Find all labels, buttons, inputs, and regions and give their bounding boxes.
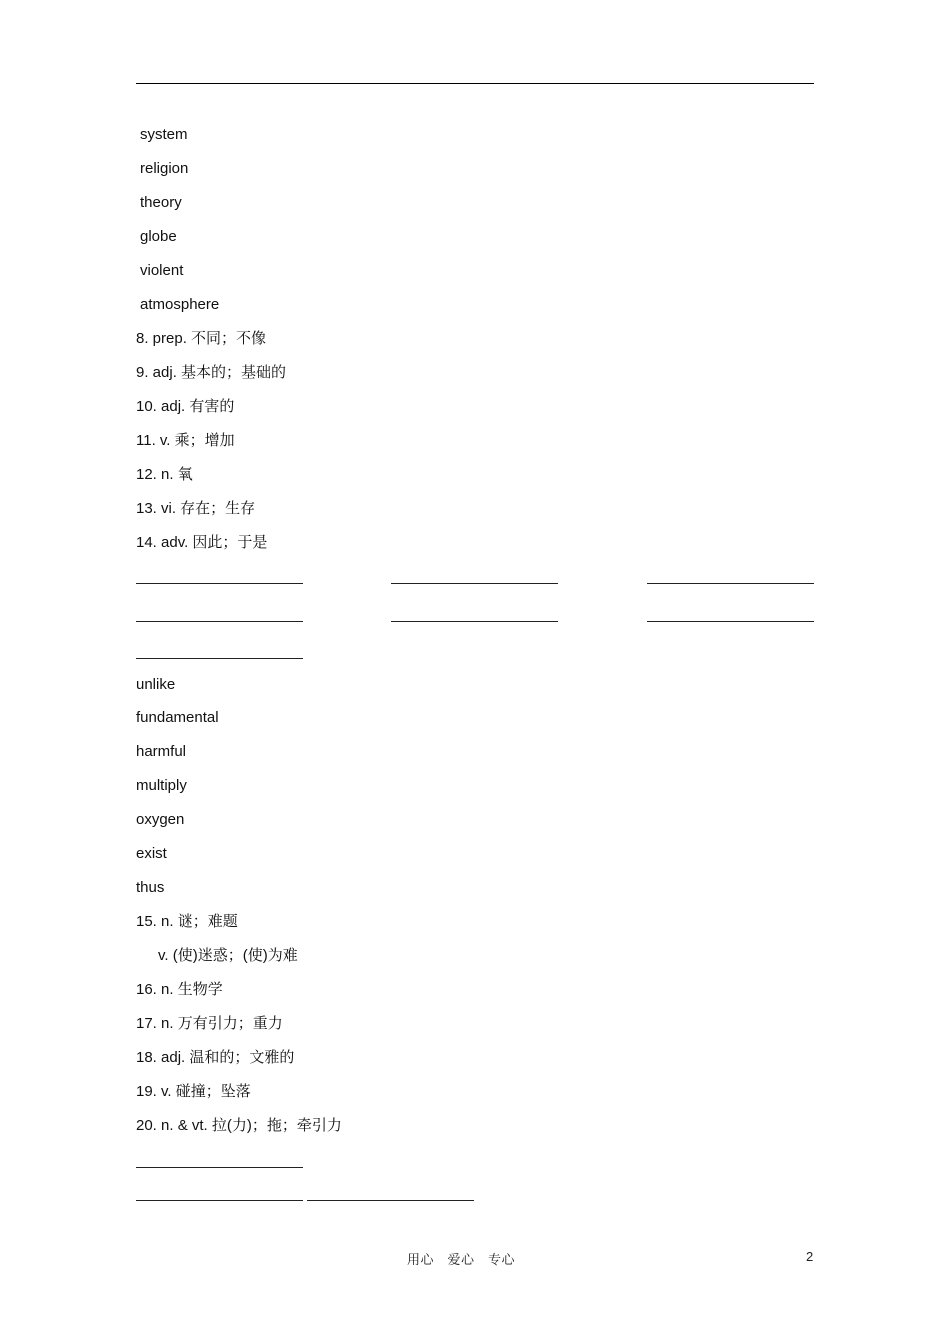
answer-blank[interactable] xyxy=(136,1200,303,1201)
answer-blank[interactable] xyxy=(136,621,303,622)
vocab-item: 16. n. 生物学 xyxy=(136,981,223,998)
vocab-item: 19. v. 碰撞；坠落 xyxy=(136,1083,251,1100)
answer-blank[interactable] xyxy=(391,583,558,584)
vocab-item: 17. n. 万有引力；重力 xyxy=(136,1015,283,1032)
footer-text: 用心 爱心 专心 xyxy=(406,1252,515,1267)
vocab-item-sub: v. (使)迷惑；(使)为难 xyxy=(158,947,298,964)
vocab-item: 14. adv. 因此；于是 xyxy=(136,534,268,551)
vocab-word: exist xyxy=(136,845,167,862)
vocab-word: religion xyxy=(140,160,189,177)
answer-blank[interactable] xyxy=(647,621,814,622)
vocab-item: 15. n. 谜；难题 xyxy=(136,913,238,930)
vocab-word: atmosphere xyxy=(140,296,220,313)
vocab-item: 8. prep. 不同；不像 xyxy=(136,330,267,347)
answer-blank[interactable] xyxy=(647,583,814,584)
answer-blank[interactable] xyxy=(307,1200,474,1201)
vocab-word: harmful xyxy=(136,743,187,760)
vocab-item: 9. adj. 基本的；基础的 xyxy=(136,364,287,381)
vocab-item: 11. v. 乘；增加 xyxy=(136,432,235,449)
page-number: 2 xyxy=(806,1249,814,1264)
vocab-item: 13. vi. 存在；生存 xyxy=(136,500,256,517)
answer-blank[interactable] xyxy=(391,621,558,622)
vocab-item: 10. adj. 有害的 xyxy=(136,398,235,415)
vocab-word: violent xyxy=(140,262,184,279)
answer-blank[interactable] xyxy=(136,583,303,584)
vocab-item: 12. n. 氧 xyxy=(136,466,193,483)
vocab-word: oxygen xyxy=(136,811,185,828)
vocab-word: globe xyxy=(140,228,177,245)
vocab-item: 18. adj. 温和的；文雅的 xyxy=(136,1049,295,1066)
vocab-word: unlike xyxy=(136,676,176,693)
header-rule xyxy=(136,83,814,84)
vocab-word: system xyxy=(140,126,188,143)
answer-blank[interactable] xyxy=(136,1167,303,1168)
vocab-word: theory xyxy=(140,194,182,211)
vocab-word: multiply xyxy=(136,777,187,794)
answer-blank[interactable] xyxy=(136,658,303,659)
vocab-word: fundamental xyxy=(136,709,219,726)
vocab-item: 20. n. & vt. 拉(力)；拖；牵引力 xyxy=(136,1117,342,1134)
vocab-word: thus xyxy=(136,879,165,896)
